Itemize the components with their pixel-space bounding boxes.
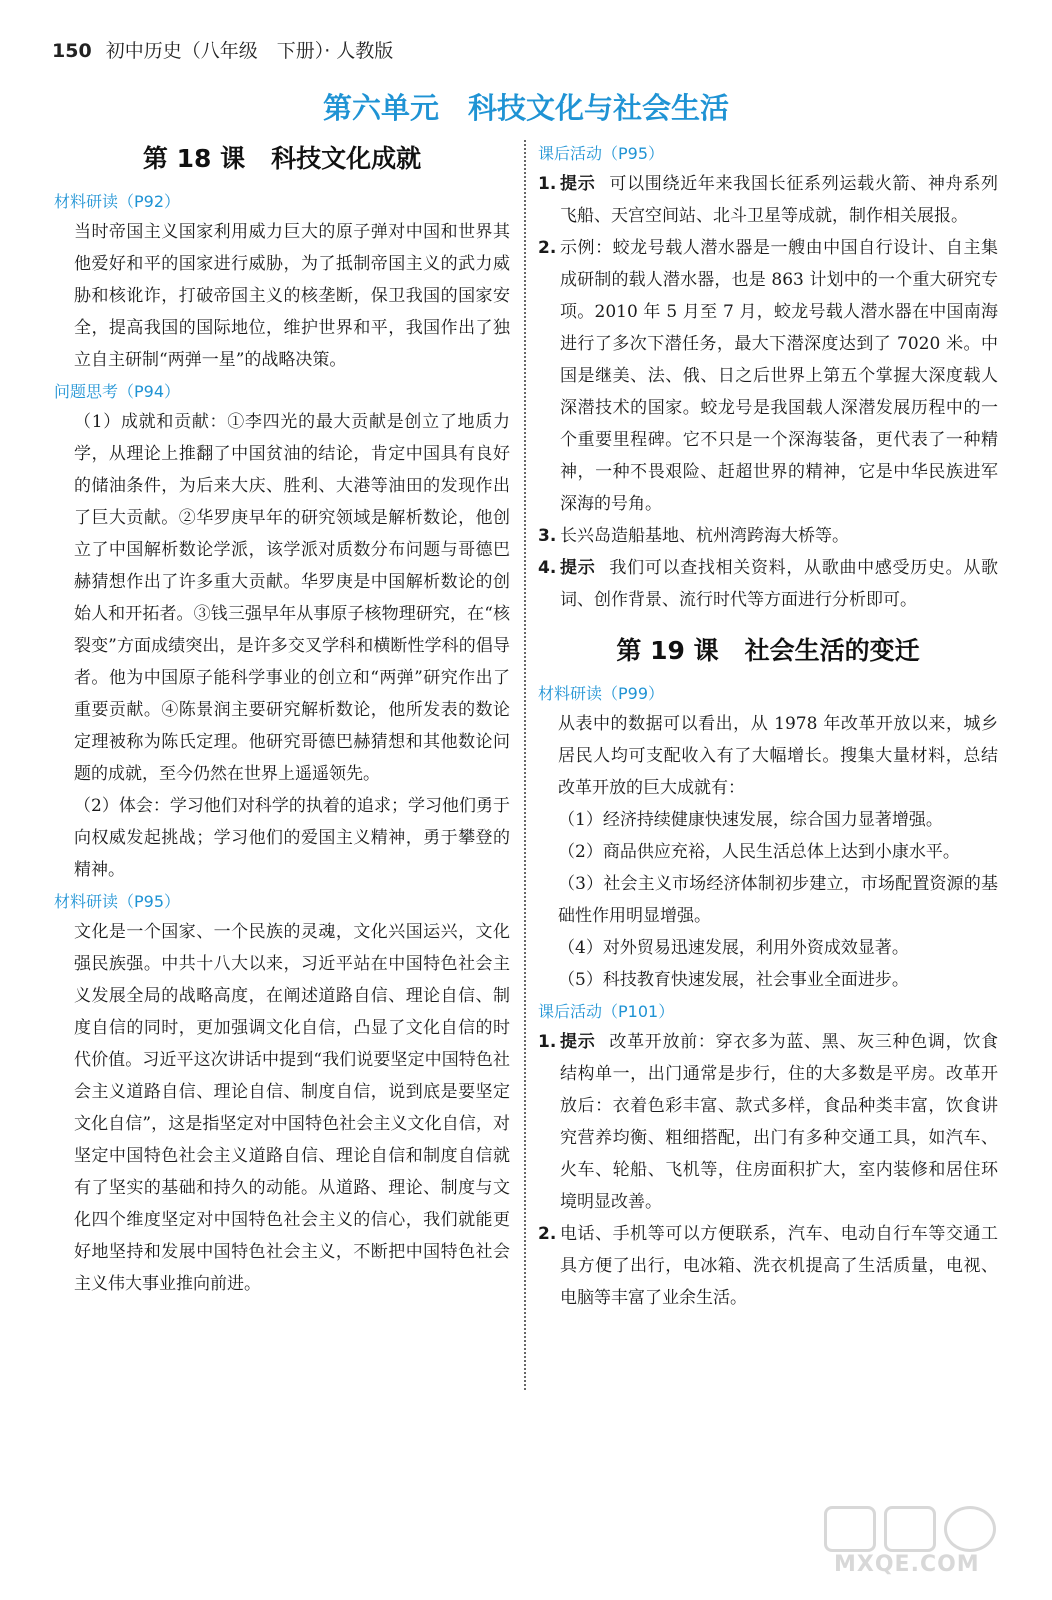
answer-paragraph: 从表中的数据可以看出，从 1978 年改革开放以来，城乡居民人均可支配收入有了大幅增长。搜集大量材料，总结改革开放的巨大成就有： (558, 714, 998, 798)
section-title: 材料研读（P92） (54, 192, 181, 211)
section-title: 问题思考（P94） (54, 382, 181, 401)
answer-paragraph: （1）成就和贡献：①李四光的最大贡献是创立了地质力学，从理论上推翻了中国贫油的结论，肯定中国具有良好的储油条件，为后来大庆、胜利、大港等油田的发现作出了巨大贡献。②华罗庚早年的研究领域是解析数论，他创立了中国解析数论学派，该学派对质数分布问题与哥德巴赫猜想作出了许多重大贡献。华罗庚是中国解析数论的创始人和开拓者。③钱三强早年从事原子核物理研究，在“核裂变”方面成绩突出，是许多交叉学科和横断性学科的倡导者。他为中国原子能科学事业的创立和“两弹”研究作出了重要贡献。④陈景润主要研究解析数论，他所发表的数论定理被称为陈氏定理。他研究哥德巴赫猜想和其他数论问题的成就，至今仍然在世界上遥遥领先。 (74, 412, 510, 784)
answer-paragraph: （5）科技教育快速发展，社会事业全面进步。 (558, 970, 909, 990)
section-title: 课后活动（P95） (538, 144, 665, 163)
item-text: 电话、手机等可以方便联系，汽车、电动自行车等交通工具方便了出行，电冰箱、洗衣机提高了生活质量，电视、电脑等丰富了业余生活。 (560, 1224, 998, 1308)
list-item (538, 232, 998, 520)
list-item (538, 1026, 998, 1218)
list-item (538, 520, 998, 552)
left-column (54, 138, 510, 1300)
column-divider (524, 140, 526, 1390)
watermark-circle-icon (944, 1506, 996, 1552)
answer-paragraph: （2）商品供应充裕，人民生活总体上达到小康水平。 (558, 842, 960, 862)
list-item (538, 168, 998, 232)
tip-label: 提示 (560, 1032, 596, 1052)
item-text: 可以围绕近年来我国长征系列运载火箭、神舟系列飞船、天宫空间站、北斗卫星等成就，制作相关展报。 (560, 174, 999, 226)
item-number: 2. (538, 1224, 557, 1244)
list-item (538, 1218, 998, 1314)
unit-title: 第六单元 科技文化与社会生活 (322, 91, 729, 125)
lesson-name: 社会生活的变迁 (744, 636, 920, 665)
lesson-18-title (54, 140, 510, 178)
book-title: 初中历史（八年级 下册）· 人教版 (105, 40, 394, 62)
lesson-name: 科技文化成就 (271, 144, 422, 173)
page-header (52, 36, 393, 63)
watermark-box-icon (824, 1506, 876, 1552)
item-number: 2. (538, 238, 557, 258)
answer-paragraph: 当时帝国主义国家利用威力巨大的原子弹对中国和世界其他爱好和平的国家进行威胁，为了抵制帝国主义的武力威胁和核讹诈，打破帝国主义的核垄断，保卫我国的国家安全，提高我国的国际地位，维护世界和平，我国作出了独立自主研制“两弹一星”的战略决策。 (74, 222, 510, 370)
item-text: 示例：蛟龙号载人潜水器是一艘由中国自行设计、自主集成研制的载人潜水器，也是 863 计划中的一个重大研究专项。2010 年 5 月至 7 月，蛟龙号载人潜水器在中国南海进行了多次下潜任务，最大下潜深度达到了 7020 米。中国是继美、法、俄、日之后世界上第五个掌握大深度载人深潜技术的国家。蛟龙号是我国载人深潜发展历程中的一个重要里程碑。它不只是一个深海装备，更代表了一种精神，一种不畏艰险、赶超世界的精神，它是中华民族进军深海的号角。 (560, 238, 998, 514)
item-text: 改革开放前：穿衣多为蓝、黑、灰三种色调，饮食结构单一，出门通常是步行，住的大多数是平房。改革开放后：衣着色彩丰富、款式多样，食品种类丰富，饮食讲究营养均衡、粗细搭配，出门有多种交通工具，如汽车、火车、轮船、飞机等，住房面积扩大，室内装修和居住环境明显改善。 (560, 1032, 999, 1212)
tip-label: 提示 (560, 558, 596, 578)
watermark-logo (814, 1506, 1024, 1576)
section-title: 材料研读（P95） (54, 892, 181, 911)
item-text: 我们可以查找相关资料，从歌曲中感受历史。从歌词、创作背景、流行时代等方面进行分析即可。 (560, 558, 999, 610)
answer-paragraph: （2）体会：学习他们对科学的执着的追求；学习他们勇于向权威发起挑战；学习他们的爱国主义精神，勇于攀登的精神。 (74, 796, 510, 880)
lesson-number: 第 19 课 (616, 636, 719, 665)
section-title: 课后活动（P101） (538, 1002, 675, 1021)
item-number: 1. (538, 1032, 557, 1052)
right-column (538, 138, 998, 1314)
answer-paragraph: （3）社会主义市场经济体制初步建立，市场配置资源的基础性作用明显增强。 (558, 874, 998, 926)
item-number: 3. (538, 526, 557, 546)
answer-paragraph: （4）对外贸易迅速发展，利用外资成效显著。 (558, 938, 909, 958)
item-text: 长兴岛造船基地、杭州湾跨海大桥等。 (560, 526, 849, 546)
watermark-url: MXQE.COM (834, 1552, 980, 1577)
lesson-number: 第 18 课 (142, 144, 246, 173)
tip-label: 提示 (560, 174, 596, 194)
item-number: 4. (538, 558, 557, 578)
list-item (538, 552, 998, 616)
item-number: 1. (538, 174, 557, 194)
section-title: 材料研读（P99） (538, 684, 665, 703)
watermark-box-icon (884, 1506, 936, 1552)
lesson-19-title (538, 632, 998, 670)
answer-paragraph: （1）经济持续健康快速发展，综合国力显著增强。 (558, 810, 943, 830)
page-number: 150 (52, 40, 92, 62)
answer-paragraph: 文化是一个国家、一个民族的灵魂，文化兴国运兴，文化强民族强。中共十八大以来，习近平站在中国特色社会主义发展全局的战略高度，在阐述道路自信、理论自信、制度自信的同时，更加强调文化自信，凸显了文化自信的时代价值。习近平这次讲话中提到“我们说要坚定中国特色社会主义道路自信、理论自信、制度自信，说到底是要坚定文化自信”，这是指坚定对中国特色社会主义文化自信，对坚定中国特色社会主义道路自信、理论自信和制度自信就有了坚实的基础和持久的动能。从道路、理论、制度与文化四个维度坚定对中国特色社会主义的信心，我们就能更好地坚持和发展中国特色社会主义，不断把中国特色社会主义伟大事业推向前进。 (74, 922, 510, 1294)
